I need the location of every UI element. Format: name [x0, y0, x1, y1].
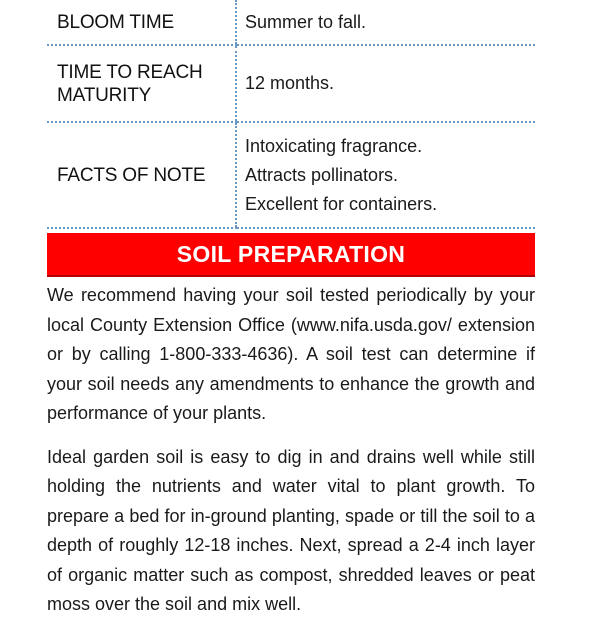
spec-value-bloom-time: [236, 0, 535, 45]
table-row: [47, 45, 535, 122]
spec-value-time-to-maturity: [236, 45, 535, 122]
soil-paragraph-testing: We recommend having your soil tested periodically by your local County Extension Office (www.nifa.usda.gov/ extension or by calling 1-800-333-4636). A soil test can determine if your soil needs any amendments to enhance the growth and performance of your plants.: [47, 285, 535, 423]
spec-label-time-to-maturity: TIME TO REACH MATURITY: [47, 45, 236, 122]
spec-value-line: Summer to fall.: [245, 11, 367, 32]
spec-label-facts-of-note: FACTS OF NOTE: [47, 122, 236, 228]
plant-care-page: [47, 0, 535, 614]
soil-preparation-banner: [47, 233, 535, 277]
spec-value-line: Excellent for containers.: [245, 193, 438, 214]
table-row: [47, 122, 535, 228]
table-row: [47, 0, 535, 45]
spec-value-facts-of-note: [236, 122, 535, 228]
spec-value-line: Attracts pollinators.: [245, 164, 399, 185]
spec-value-line: 12 months.: [245, 73, 335, 93]
section-title: SOIL PREPARATION: [176, 240, 406, 267]
soil-paragraph-bed-prep: Ideal garden soil is easy to dig in and drains well while still holding the nutrients and water vital to plant growth. To prepare a bed for in-ground planting, spade or till the soil to a depth of roughly 12-18 inches. Next, spread a 2-4 inch layer of organic matter such as compost, shredded leaves or peat moss over the soil and mix well.: [47, 446, 535, 614]
spec-label-bloom-time: BLOOM TIME: [47, 0, 236, 45]
plant-specs-table: [47, 0, 535, 229]
spec-value-line: Intoxicating fragrance.: [245, 135, 423, 156]
